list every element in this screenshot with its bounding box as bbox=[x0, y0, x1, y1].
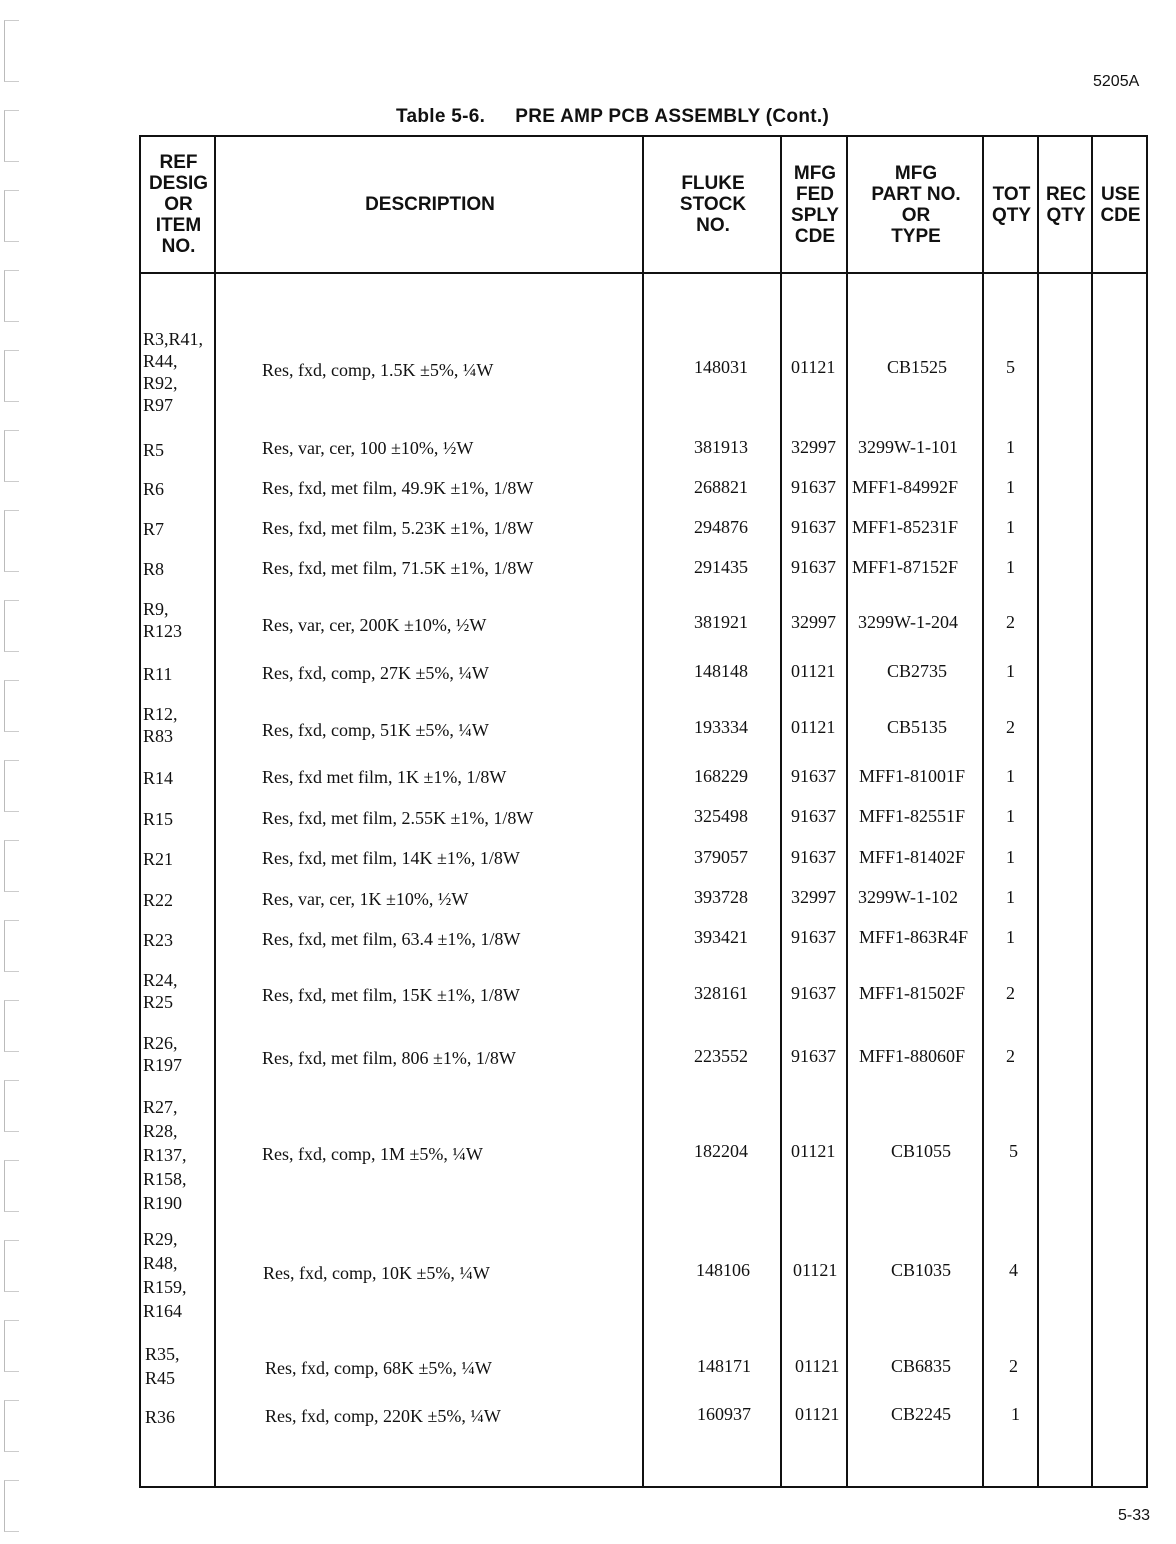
ref-desig: R5 bbox=[143, 440, 165, 460]
description: Res, fxd, met film, 71.5K ±1%, 1/8W bbox=[262, 558, 534, 578]
stock-no: 381913 bbox=[694, 437, 748, 457]
binder-mark bbox=[4, 760, 19, 812]
mfg-part-no: MFF1-87152F bbox=[852, 557, 959, 577]
header-mfg-part-no: MFG PART NO. OR TYPE bbox=[871, 162, 961, 247]
page-number: 5-33 bbox=[1118, 1507, 1151, 1524]
mfg-part-no: MFF1-81001F bbox=[859, 766, 966, 786]
description: Res, fxd, met film, 63.4 ±1%, 1/8W bbox=[262, 929, 521, 949]
fed-sply-cde: 01121 bbox=[791, 357, 836, 377]
ref-desig: R35, R45 bbox=[145, 1344, 180, 1388]
description: Res, fxd, comp, 51K ±5%, ¼W bbox=[262, 720, 489, 740]
fed-sply-cde: 91637 bbox=[791, 477, 836, 497]
description: Res, fxd, met film, 49.9K ±1%, 1/8W bbox=[262, 478, 534, 498]
stock-no: 148148 bbox=[694, 661, 748, 681]
tot-qty: 1 bbox=[1006, 847, 1015, 867]
ref-desig: R6 bbox=[143, 479, 165, 499]
fed-sply-cde: 91637 bbox=[791, 1046, 836, 1066]
tot-qty: 5 bbox=[1009, 1141, 1018, 1161]
tot-qty: 4 bbox=[1009, 1260, 1018, 1280]
description: Res, fxd, comp, 220K ±5%, ¼W bbox=[265, 1406, 501, 1426]
mfg-part-no: 3299W-1-101 bbox=[858, 437, 958, 457]
fed-sply-cde: 91637 bbox=[791, 806, 836, 826]
binder-mark bbox=[4, 1080, 19, 1132]
binder-mark bbox=[4, 600, 19, 652]
stock-no: 294876 bbox=[694, 517, 748, 537]
column-divider bbox=[1091, 137, 1093, 1486]
stock-no: 223552 bbox=[694, 1046, 748, 1066]
stock-no: 381921 bbox=[694, 612, 748, 632]
mfg-part-no: CB1035 bbox=[891, 1260, 952, 1280]
stock-no: 393421 bbox=[694, 927, 748, 947]
parts-list-table bbox=[139, 135, 1148, 1488]
fed-sply-cde: 91637 bbox=[791, 983, 836, 1003]
fed-sply-cde: 01121 bbox=[791, 1141, 836, 1161]
fed-sply-cde: 01121 bbox=[795, 1404, 840, 1424]
tot-qty: 2 bbox=[1006, 1046, 1015, 1066]
ref-desig: R8 bbox=[143, 559, 165, 579]
tot-qty: 1 bbox=[1006, 477, 1015, 497]
tot-qty: 1 bbox=[1006, 766, 1015, 786]
mfg-part-no: CB6835 bbox=[891, 1356, 952, 1376]
ref-desig: R3,R41, R44, R92, R97 bbox=[143, 329, 204, 415]
description: Res, fxd, comp, 1M ±5%, ¼W bbox=[262, 1144, 483, 1164]
tot-qty: 1 bbox=[1006, 437, 1015, 457]
table-number: Table 5-6. bbox=[396, 106, 486, 127]
header-tot-qty: TOT QTY bbox=[991, 183, 1032, 226]
ref-desig: R14 bbox=[143, 768, 174, 788]
stock-no: 182204 bbox=[694, 1141, 748, 1161]
ref-desig: R7 bbox=[143, 519, 165, 539]
stock-no: 193334 bbox=[694, 717, 748, 737]
binder-mark bbox=[4, 680, 19, 732]
ref-desig: R12, R83 bbox=[143, 704, 178, 746]
description: Res, fxd, comp, 68K ±5%, ¼W bbox=[265, 1358, 492, 1378]
binder-mark bbox=[4, 840, 19, 892]
tot-qty: 1 bbox=[1006, 887, 1015, 907]
binder-mark bbox=[4, 920, 19, 972]
ref-desig: R15 bbox=[143, 809, 174, 829]
fed-sply-cde: 32997 bbox=[791, 437, 836, 457]
column-divider bbox=[982, 137, 984, 1486]
tot-qty: 2 bbox=[1006, 717, 1015, 737]
header-ref-desig: REF DESIG OR ITEM NO. bbox=[148, 152, 209, 257]
tot-qty: 1 bbox=[1006, 806, 1015, 826]
ref-desig: R23 bbox=[143, 930, 174, 950]
description: Res, var, cer, 200K ±10%, ½W bbox=[262, 615, 487, 635]
mfg-part-no: CB1055 bbox=[891, 1141, 952, 1161]
stock-no: 148171 bbox=[697, 1356, 751, 1376]
tot-qty: 2 bbox=[1006, 983, 1015, 1003]
ref-desig: R11 bbox=[143, 664, 173, 684]
description: Res, fxd, met film, 2.55K ±1%, 1/8W bbox=[262, 808, 534, 828]
fed-sply-cde: 91637 bbox=[791, 557, 836, 577]
stock-no: 148106 bbox=[696, 1260, 750, 1280]
stock-no: 393728 bbox=[694, 887, 748, 907]
stock-no: 291435 bbox=[694, 557, 748, 577]
binder-mark bbox=[4, 190, 19, 242]
ref-desig: R36 bbox=[145, 1407, 176, 1427]
ref-desig: R26, R197 bbox=[143, 1033, 183, 1075]
stock-no: 328161 bbox=[694, 983, 748, 1003]
fed-sply-cde: 91637 bbox=[791, 517, 836, 537]
binder-mark bbox=[4, 1400, 19, 1452]
fed-sply-cde: 91637 bbox=[791, 847, 836, 867]
description: Res, fxd, comp, 10K ±5%, ¼W bbox=[263, 1263, 490, 1283]
ref-desig: R27, R28, R137, R158, R190 bbox=[143, 1097, 187, 1213]
fed-sply-cde: 32997 bbox=[791, 887, 836, 907]
mfg-part-no: MFF1-82551F bbox=[859, 806, 966, 826]
ref-desig: R29, R48, R159, R164 bbox=[143, 1229, 187, 1321]
tot-qty: 1 bbox=[1011, 1404, 1020, 1424]
column-divider bbox=[214, 137, 216, 1486]
binder-mark bbox=[4, 1000, 19, 1052]
stock-no: 160937 bbox=[697, 1404, 751, 1424]
header-stock-no: FLUKE STOCK NO. bbox=[679, 173, 747, 236]
mfg-part-no: 3299W-1-204 bbox=[858, 612, 958, 632]
mfg-part-no: CB1525 bbox=[887, 357, 948, 377]
stock-no: 325498 bbox=[694, 806, 748, 826]
tot-qty: 1 bbox=[1006, 661, 1015, 681]
binder-mark bbox=[4, 1320, 19, 1372]
stock-no: 148031 bbox=[694, 357, 748, 377]
column-divider bbox=[780, 137, 782, 1486]
description: Res, fxd, comp, 1.5K ±5%, ¼W bbox=[262, 360, 494, 380]
binder-mark bbox=[4, 20, 19, 82]
stock-no: 168229 bbox=[694, 766, 748, 786]
fed-sply-cde: 91637 bbox=[791, 927, 836, 947]
binder-mark bbox=[4, 1160, 19, 1212]
description: Res, fxd, met film, 14K ±1%, 1/8W bbox=[262, 848, 520, 868]
description: Res, fxd, comp, 27K ±5%, ¼W bbox=[262, 663, 489, 683]
binder-mark bbox=[4, 1240, 19, 1292]
mfg-part-no: MFF1-81502F bbox=[859, 983, 966, 1003]
model-number: 5205A bbox=[1093, 73, 1140, 90]
column-divider bbox=[846, 137, 848, 1486]
binder-mark bbox=[4, 270, 19, 322]
column-divider bbox=[1037, 137, 1039, 1486]
tot-qty: 5 bbox=[1006, 357, 1015, 377]
mfg-part-no: CB2735 bbox=[887, 661, 948, 681]
binder-mark bbox=[4, 350, 19, 402]
ref-desig: R9, R123 bbox=[143, 599, 183, 641]
ref-desig: R21 bbox=[143, 849, 174, 869]
table-title bbox=[396, 106, 829, 128]
column-divider bbox=[642, 137, 644, 1486]
fed-sply-cde: 01121 bbox=[791, 717, 836, 737]
ref-desig: R22 bbox=[143, 890, 174, 910]
description: Res, fxd, met film, 806 ±1%, 1/8W bbox=[262, 1048, 516, 1068]
tot-qty: 2 bbox=[1009, 1356, 1018, 1376]
tot-qty: 1 bbox=[1006, 927, 1015, 947]
header-description: DESCRIPTION bbox=[365, 194, 495, 215]
mfg-part-no: MFF1-85231F bbox=[852, 517, 959, 537]
fed-sply-cde: 91637 bbox=[791, 766, 836, 786]
table-caption: PRE AMP PCB ASSEMBLY (Cont.) bbox=[515, 106, 830, 127]
fed-sply-cde: 32997 bbox=[791, 612, 836, 632]
mfg-part-no: 3299W-1-102 bbox=[858, 887, 958, 907]
stock-no: 268821 bbox=[694, 477, 748, 497]
binder-mark bbox=[4, 110, 19, 162]
description: Res, fxd, met film, 5.23K ±1%, 1/8W bbox=[262, 518, 534, 538]
fed-sply-cde: 01121 bbox=[793, 1260, 838, 1280]
mfg-part-no: CB2245 bbox=[891, 1404, 952, 1424]
stock-no: 379057 bbox=[694, 847, 748, 867]
fed-sply-cde: 01121 bbox=[791, 661, 836, 681]
mfg-part-no: MFF1-81402F bbox=[859, 847, 966, 867]
header-use-cde: USE CDE bbox=[1100, 183, 1141, 226]
ref-desig: R24, R25 bbox=[143, 970, 178, 1012]
mfg-part-no: MFF1-88060F bbox=[859, 1046, 966, 1066]
description: Res, var, cer, 100 ±10%, ½W bbox=[262, 438, 474, 458]
tot-qty: 1 bbox=[1006, 517, 1015, 537]
fed-sply-cde: 01121 bbox=[795, 1356, 840, 1376]
header-rule bbox=[141, 272, 1146, 274]
description: Res, var, cer, 1K ±10%, ½W bbox=[262, 889, 469, 909]
header-rec-qty: REC QTY bbox=[1045, 183, 1087, 226]
binder-mark bbox=[4, 430, 19, 482]
tot-qty: 2 bbox=[1006, 612, 1015, 632]
binder-mark bbox=[4, 510, 19, 572]
header-fed-sply-cde: MFG FED SPLY CDE bbox=[791, 162, 839, 247]
description: Res, fxd, met film, 15K ±1%, 1/8W bbox=[262, 985, 520, 1005]
tot-qty: 1 bbox=[1006, 557, 1015, 577]
mfg-part-no: MFF1-863R4F bbox=[859, 927, 969, 947]
mfg-part-no: MFF1-84992F bbox=[852, 477, 959, 497]
description: Res, fxd met film, 1K ±1%, 1/8W bbox=[262, 767, 507, 787]
binder-mark bbox=[4, 1480, 19, 1532]
mfg-part-no: CB5135 bbox=[887, 717, 948, 737]
